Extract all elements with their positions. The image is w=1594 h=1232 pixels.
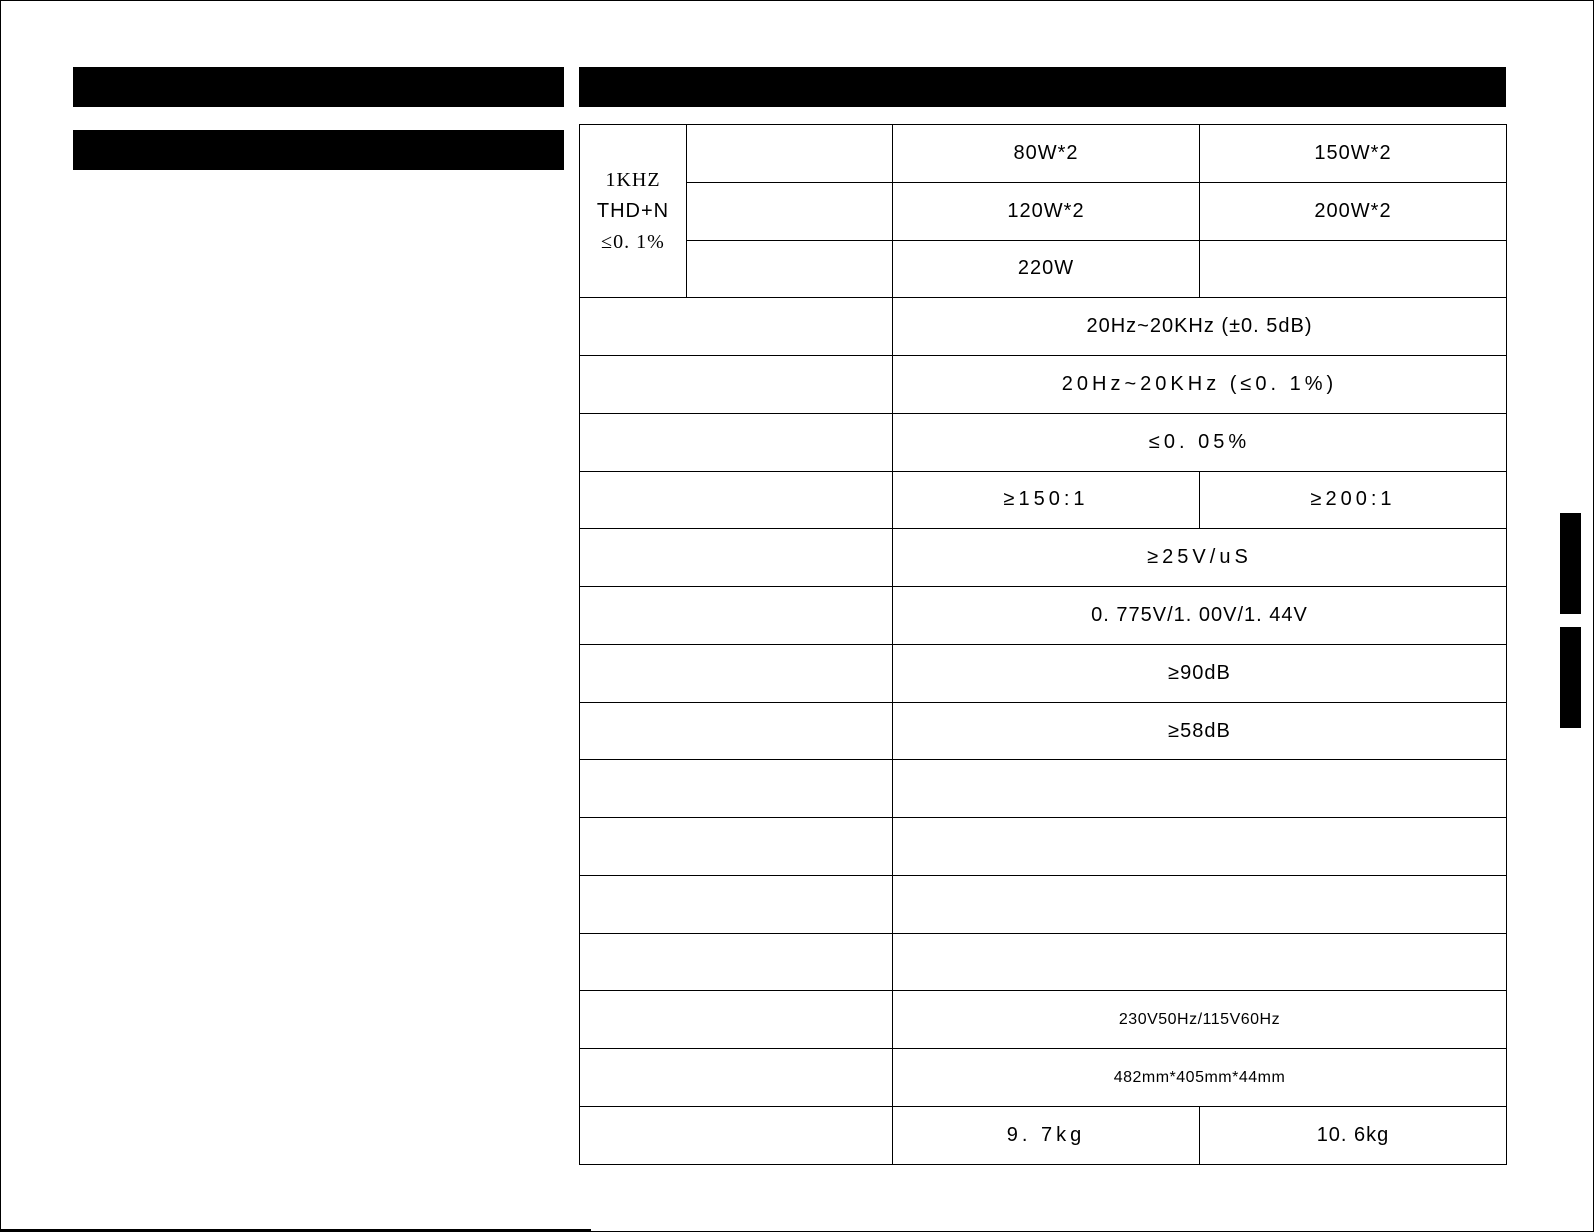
table-row [580,240,1507,298]
value-cell: 20Hz~20KHz (≤0. 1%) [893,356,1507,414]
table-row [580,125,1507,183]
table-row [580,1049,1507,1107]
table-row [580,529,1507,587]
table-row [580,182,1507,240]
label-cell [580,1049,893,1107]
label-cell [580,702,893,760]
label-cell [580,875,893,933]
value-cell: ≥200:1 [1200,471,1507,529]
table-row [580,875,1507,933]
edge-tab-2 [1560,627,1581,728]
value-cell: 220W [893,240,1200,298]
value-cell [893,875,1507,933]
table-row [580,298,1507,356]
condition-thd: THD+N [596,199,670,222]
left-title-bar [73,67,564,107]
label-cell [580,991,893,1049]
value-cell [1200,240,1507,298]
value-cell: 200W*2 [1200,182,1507,240]
value-cell: ≥150:1 [893,471,1200,529]
table-row [580,413,1507,471]
bottom-rule [0,1229,591,1231]
label-cell [580,529,893,587]
value-cell: 80W*2 [893,125,1200,183]
spec-table [579,124,1507,1165]
table-row [580,760,1507,818]
label-cell [580,356,893,414]
value-cell: 150W*2 [1200,125,1507,183]
table-row [580,818,1507,876]
value-cell: 230V50Hz/115V60Hz [893,991,1507,1049]
label-cell [580,413,893,471]
right-title-bar [579,67,1506,107]
table-row [580,587,1507,645]
label-cell [580,471,893,529]
label-cell [687,125,893,183]
value-cell [893,818,1507,876]
label-cell [687,182,893,240]
condition-freq: 1KHZ [605,168,661,191]
value-cell: 120W*2 [893,182,1200,240]
label-cell [687,240,893,298]
table-row [580,471,1507,529]
value-cell: 0. 775V/1. 00V/1. 44V [893,587,1507,645]
label-cell [580,1107,893,1165]
value-cell [893,760,1507,818]
label-cell [580,760,893,818]
value-cell [893,933,1507,991]
value-cell: 10. 6kg [1200,1107,1507,1165]
value-cell: 482mm*405mm*44mm [893,1049,1507,1107]
table-row [580,933,1507,991]
condition-limit: ≤0. 1% [601,230,665,253]
table-row [580,1107,1507,1165]
table-row [580,991,1507,1049]
value-cell: ≥58dB [893,702,1507,760]
table-row [580,356,1507,414]
edge-tab-1 [1560,513,1581,614]
value-cell: ≤0. 05% [893,413,1507,471]
label-cell [580,933,893,991]
label-cell [580,818,893,876]
value-cell: 20Hz~20KHz (±0. 5dB) [893,298,1507,356]
label-cell [580,298,893,356]
value-cell: ≥25V/uS [893,529,1507,587]
label-cell [580,587,893,645]
test-condition-cell [580,125,687,298]
table-row [580,644,1507,702]
value-cell: ≥90dB [893,644,1507,702]
label-cell [580,644,893,702]
value-cell: 9. 7kg [893,1107,1200,1165]
left-subtitle-bar [73,130,564,170]
table-row [580,702,1507,760]
